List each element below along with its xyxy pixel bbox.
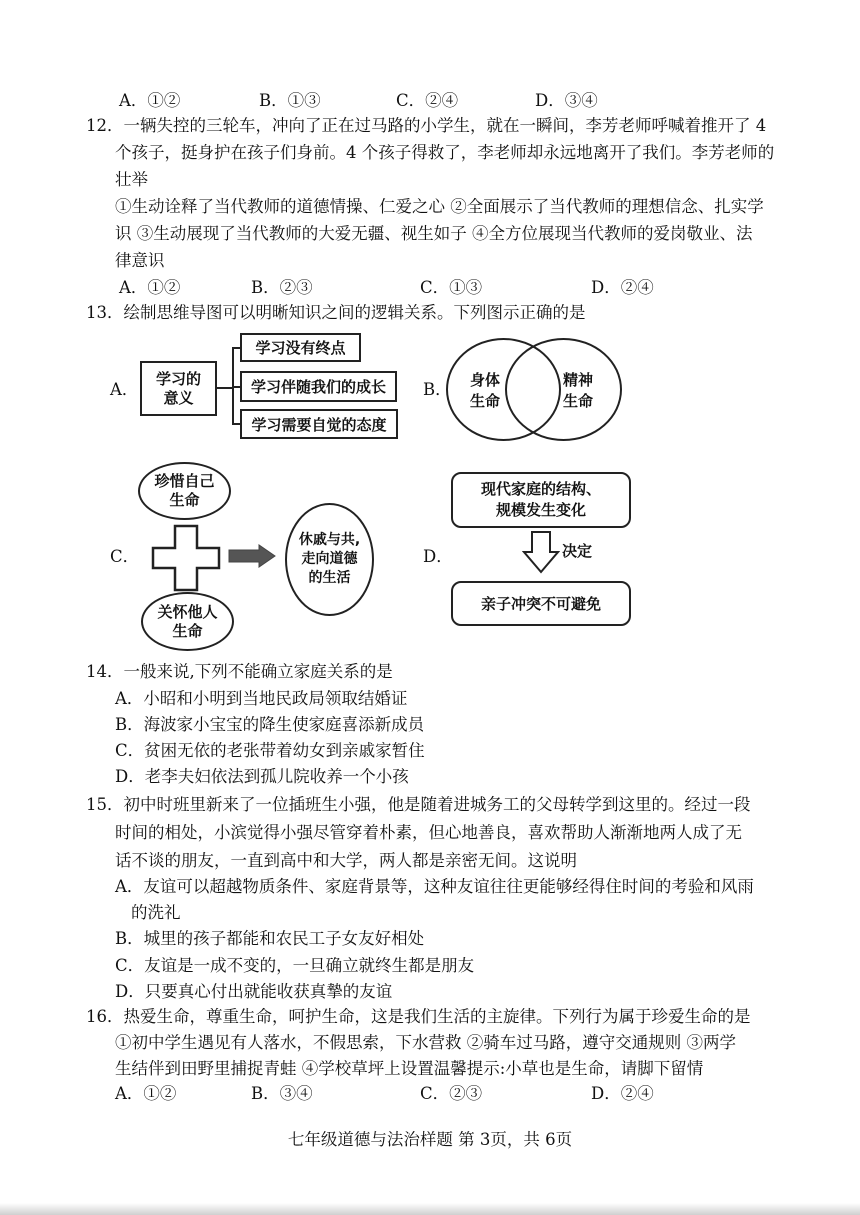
q16-stem-line-3: 生结伴到田野里捕捉青蛙 ④学校草坪上设置温馨提示:小草也是生命，请脚下留情: [115, 1059, 704, 1078]
q12-option-d: D．②④: [591, 278, 654, 297]
q13-b-left-text: 身体 生命: [469, 371, 500, 410]
q12-statement-line-1: ①生动诠释了当代教师的道德情操、仁爱之心 ②全面展示了当代教师的理想信念、扎实学: [115, 197, 764, 216]
q13-d-arrow-label: 决定: [562, 542, 593, 560]
q16-option-d: D．②④: [591, 1084, 654, 1103]
q15-option-a: A．友谊可以超越物质条件、家庭背景等，这种友谊往往更能够经得住时间的考验和风雨: [115, 877, 754, 896]
q13-c-result-ellipse: 休戚与共, 走向道德 的生活: [285, 503, 374, 616]
q13-a-branch-1: [232, 347, 240, 349]
q14-option-c: C．贫困无依的老张带着幼女到亲戚家暂住: [115, 741, 425, 760]
q14-option-b: B．海波家小宝宝的降生使家庭喜添新成员: [115, 715, 425, 734]
q15-option-a-cont: 的洗礼: [131, 903, 181, 922]
q14-stem: 14．一般来说,下列不能确立家庭关系的是: [86, 662, 393, 681]
q12-option-c: C．①③: [420, 278, 483, 297]
q15-stem-line-1: 15．初中时班里新来了一位插班生小强，他是随着进城务工的父母转学到这里的。经过一段: [86, 795, 751, 814]
q13-a-branch-3: [232, 423, 240, 425]
q13-a-item-2: 学习伴随我们的成长: [240, 371, 397, 402]
q13-d-bottom-box: 亲子冲突不可避免: [451, 581, 631, 626]
scan-edge: [0, 1203, 860, 1215]
q11-option-a: A．①②: [119, 91, 181, 110]
q15-option-c: C．友谊是一成不变的，一旦确立就终生都是朋友: [115, 956, 475, 975]
q16-option-c: C．②③: [420, 1084, 483, 1103]
q12-statement-line-3: 律意识: [115, 251, 165, 270]
q15-option-b: B．城里的孩子都能和农民工子女友好相处: [115, 929, 425, 948]
q13-c-top-ellipse: 珍惜自己 生命: [138, 462, 231, 520]
q11-option-b: B．①③: [259, 91, 321, 110]
q16-stem-line-1: 16．热爱生命，尊重生命，呵护生命，这是我们生活的主旋律。下列行为属于珍爱生命的是: [86, 1007, 751, 1026]
q12-option-b: B．②③: [251, 278, 313, 297]
q13-a-branch-2: [232, 386, 240, 388]
q12-option-a: A．①②: [119, 278, 181, 297]
q14-option-d: D．老李夫妇依法到孤儿院收养一个小孩: [115, 767, 409, 786]
q13-diagram-c-label: C．: [110, 547, 140, 566]
q12-stem-line-2: 个孩子，挺身护在孩子们身前。4 个孩子得救了，李老师却永远地离开了我们。李芳老师的: [115, 143, 775, 162]
q16-option-a: A．①②: [115, 1084, 177, 1103]
q13-d-top-box: 现代家庭的结构、 规模发生变化: [451, 472, 631, 528]
q13-a-item-1: 学习没有终点: [240, 333, 361, 362]
right-arrow-icon: [227, 544, 277, 568]
q13-a-center-box: [140, 361, 217, 416]
q13-stem: 13．绘制思维导图可以明晰知识之间的逻辑关系。下列图示正确的是: [86, 303, 586, 322]
q12-statement-line-2: 识 ③生动展现了当代教师的大爱无疆、视生如子 ④全方位展现当代教师的爱岗敬业、法: [115, 224, 753, 243]
q15-stem-line-2: 时间的相处，小滨觉得小强尽管穿着朴素，但心地善良，喜欢帮助人渐渐地两人成了无: [115, 823, 742, 842]
q13-a-item-3: 学习需要自觉的态度: [240, 409, 398, 439]
q15-stem-line-3: 话不谈的朋友，一直到高中和大学，两人都是亲密无间。这说明: [115, 851, 577, 870]
down-arrow-icon: [522, 530, 560, 574]
q11-option-c: C．②④: [396, 91, 459, 110]
q13-diagram-d-label: D．: [423, 547, 453, 566]
q12-stem-line-1: 12．一辆失控的三轮车，冲向了正在过马路的小学生，就在一瞬间，李芳老师呼喊着推开了 4: [86, 116, 767, 135]
q16-option-b: B．③④: [251, 1084, 313, 1103]
q13-diagram-a-label: A．: [110, 380, 139, 399]
q13-a-center-line-1: 学习的: [155, 369, 201, 388]
q12-stem-line-3: 壮举: [115, 170, 148, 189]
q13-c-bottom-ellipse: 关怀他人 生命: [141, 592, 234, 651]
q13-diagram-b-label: B．: [423, 380, 452, 399]
q13-a-center-line-2: 意义: [163, 388, 194, 407]
q11-option-d: D．③④: [535, 91, 598, 110]
q16-stem-line-2: ①初中学生遇见有人落水，不假思索，下水营救 ②骑车过马路，遵守交通规则 ③两学: [115, 1033, 736, 1052]
q15-option-d: D．只要真心付出就能收获真摯的友谊: [115, 982, 393, 1001]
q14-option-a: A．小昭和小明到当地民政局领取结婚证: [115, 689, 408, 708]
q13-b-right-text: 精神 生命: [562, 371, 593, 410]
page-footer: 七年级道德与法治样题 第 3页，共 6页: [287, 1130, 573, 1149]
plus-icon: [151, 524, 221, 592]
